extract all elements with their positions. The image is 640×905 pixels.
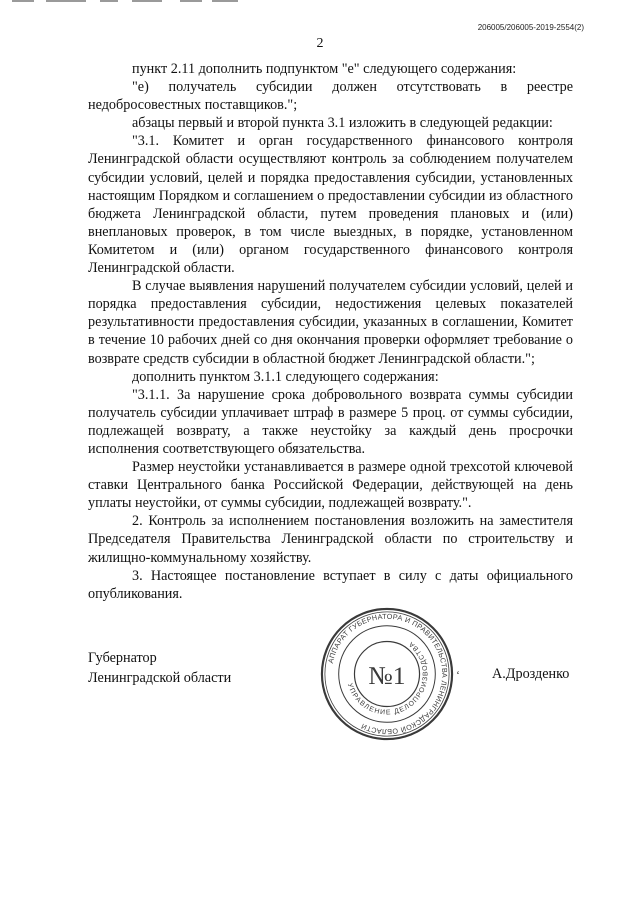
paragraph: В случае выявления нарушений получателем субсидии условий, целей и порядка предоставления субсидии, недостижения целевых показателей результативности предоставления субсидии, указанных в соглашении, Комитет в течение 10 рабочих дней со дня окончания проверки оформляет требование о возврате средств субсидии в областной бюджет Ленинградской области.";	[88, 278, 573, 367]
stamp-outer-text: АППАРАТ ГУБЕРНАТОРА И ПРАВИТЕЛЬСТВА ЛЕНИНГРАДСКОЙ ОБЛАСТИ	[325, 611, 450, 737]
stamp-inner-text: УПРАВЛЕНИЕ ДЕЛОПРОИЗВОДСТВА	[345, 639, 430, 717]
paragraph: абзацы первый и второй пункта 3.1 изложить в следующей редакции:	[132, 115, 553, 132]
scan-edge-marks	[12, 0, 242, 3]
document-body	[88, 60, 573, 603]
signatory-title	[88, 648, 231, 688]
signatory-title-line: Ленинградской области	[88, 670, 232, 686]
official-stamp	[318, 605, 456, 743]
signatory-name: А.Дрозденко	[492, 666, 570, 682]
paragraph: "3.1. Комитет и орган государственного финансового контроля Ленинградской области осуществляют контроль за соблюдением получателем субсидии условий, целей и порядка предоставления субсидии, установленных настоящим Порядком и соглашением о предоставлении субсидии из областного бюджета Ленинградской области, путем проведения плановых и (или) внеплановых проверок, в том числе выездных, в порядке, установленном Комитетом и (или) органом государственного финансового контроля Ленинградской области.	[88, 133, 573, 277]
stamp-center-number: №1	[368, 660, 406, 690]
page-number: 2	[316, 36, 324, 51]
signatory-title-line: Губернатор	[88, 650, 157, 666]
paragraph: дополнить пунктом 3.1.1 следующего содержания:	[132, 368, 439, 385]
signature-mark: ʻ	[456, 668, 460, 682]
paragraph: 2. Контроль за исполнением постановления возложить на заместителя Председателя Правительства Ленинградской области по строительству и жилищно-коммунальному хозяйству.	[88, 513, 573, 566]
paragraph: Размер неустойки устанавливается в размере одной трехсотой ключевой ставки Центрального банка Российской Федерации, действующей на день уплаты неустойки, от суммы субсидии, подлежащей возврату.".	[88, 459, 573, 512]
paragraph: пункт 2.11 дополнить подпунктом "е" следующего содержания:	[132, 61, 517, 77]
paragraph: 3. Настоящее постановление вступает в силу с даты официального опубликования.	[88, 567, 573, 602]
paragraph: "е) получатель субсидии должен отсутствовать в реестре недобросовестных поставщиков.";	[88, 79, 573, 114]
paragraph: "3.1.1. За нарушение срока добровольного возврата суммы субсидии получатель субсидии уплачивает штраф в размере 5 проц. от суммы субсидии, подлежащей возврату, а также неустойку за каждый день просрочки исполнения соответствующего обязательства.	[88, 386, 573, 457]
document-number: 206005/206005-2019-2554(2)	[477, 23, 584, 32]
